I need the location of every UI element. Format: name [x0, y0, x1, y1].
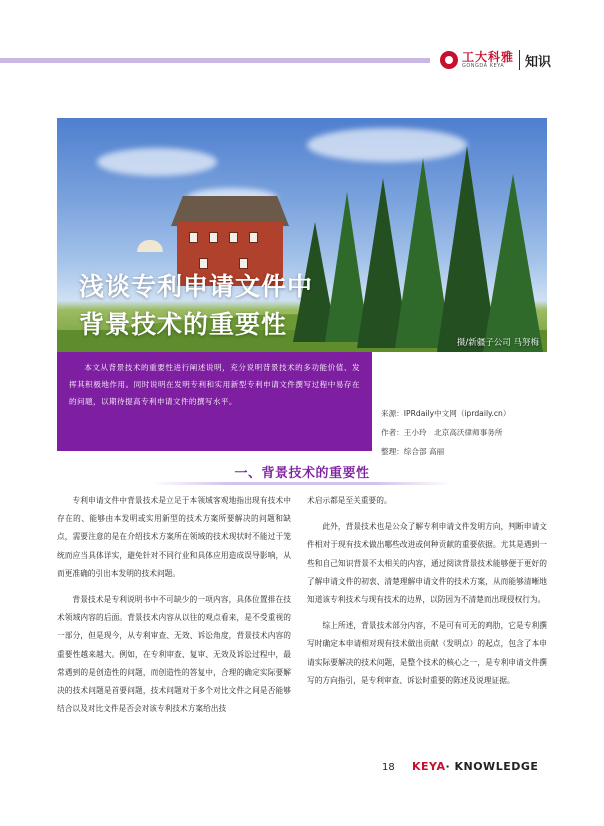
paragraph: 此外，背景技术也是公众了解专利申请文件发明方向，判断申请文件相对于现有技术做出哪些改进或何种贡献的重要依据。尤其是遇到一些和自己知识背景不太相关的内容，通过阅读背景技术能够便于更好的了解申请文件的初衷、清楚理解申请文件的技术方案，从而能够清晰地知道该专利技术与现有技术的边界，以防因为不清楚而出现侵权行为。	[307, 522, 547, 605]
footer-brand-knowledge: · KNOWLEDGE	[445, 760, 539, 773]
footer-brand	[412, 760, 538, 773]
meta-source: 来源：IPRdaily中文网（iprdaily.cn）	[381, 409, 511, 418]
brand-divider	[519, 50, 520, 70]
hero-image	[57, 118, 547, 352]
footer-brand-keya: KEYA	[412, 760, 446, 773]
section-heading-underline	[152, 482, 452, 485]
brand-name-cn: 工大科雅	[462, 50, 515, 64]
section-label: 知识	[525, 54, 552, 70]
meta-author: 作者：王小玲 北京高沃律师事务所	[381, 428, 503, 437]
paragraph: 背景技术是专利说明书中不可缺少的一项内容，具体位置排在技术领域内容的后面。背景技术内容从以往的观点看来，是不受重视的一部分，但是现今，从专利审查、无效、诉讼角度，背景技术内容的重要性越来越大。例如，在专利审查、复审、无效及诉讼过程中，最常遇到的是创造性的问题，而创造性的答复中，合理的确定实际要解决的技术问题是首要问题，技术问题对于多个对比文件之间是否能够结合以及对比文件是否会对该专利技术方案给出技	[57, 595, 291, 714]
brand-name-en: GONGDA KEYA	[462, 63, 505, 69]
article-title-line2: 背景技术的重要性	[79, 310, 288, 339]
body-column-right	[307, 492, 547, 698]
header-accent-bar	[0, 58, 430, 63]
brand-mark-icon	[440, 51, 458, 69]
article-meta	[381, 404, 510, 461]
brand-logo	[440, 50, 551, 70]
section-heading: 一、背景技术的重要性	[234, 466, 370, 481]
article-title-line1: 浅谈专利申请文件中	[79, 272, 314, 301]
yurt	[137, 240, 163, 252]
page-number: 18	[382, 762, 395, 773]
photo-credit: 摄/新疆子公司 马努梅	[456, 338, 539, 348]
body-column-left	[57, 492, 291, 726]
tree	[483, 174, 543, 352]
paragraph: 综上所述，背景技术部分内容，不是可有可无的鸡肋，它是专利撰写时确定本申请相对现有技术做出贡献（发明点）的起点，包含了本申请实际要解决的技术问题，是整个技术的核心之一，是专利申请文件撰写的方向指引，是专利审查、诉讼时重要的陈述及说理证据。	[307, 621, 547, 685]
meta-editor: 整理：综合部 高丽	[381, 447, 445, 456]
paragraph-continuation: 术启示都是至关重要的。	[307, 496, 392, 505]
paragraph: 专利申请文件中背景技术是立足于本领域客观地指出现有技术中存在的、能够由本发明或实用新型的技术方案所要解决的问题和缺点，需要注意的是在介绍技术方案所在领域的技术现状时不能过于笼统而应当具体详实，避免针对不同行业和具体应用造成误导影响，从而更准确的引出本发明的技术问题。	[57, 496, 291, 578]
abstract-box	[57, 352, 372, 451]
abstract-text: 本文从背景技术的重要性进行阐述说明，充分说明背景技术的多功能价值、发挥其积极地作用。同时说明在发明专利和实用新型专利申请文件撰写过程中易存在的问题，以期待提高专利申请文件的撰写水平。	[69, 363, 360, 406]
article-title	[79, 268, 313, 344]
